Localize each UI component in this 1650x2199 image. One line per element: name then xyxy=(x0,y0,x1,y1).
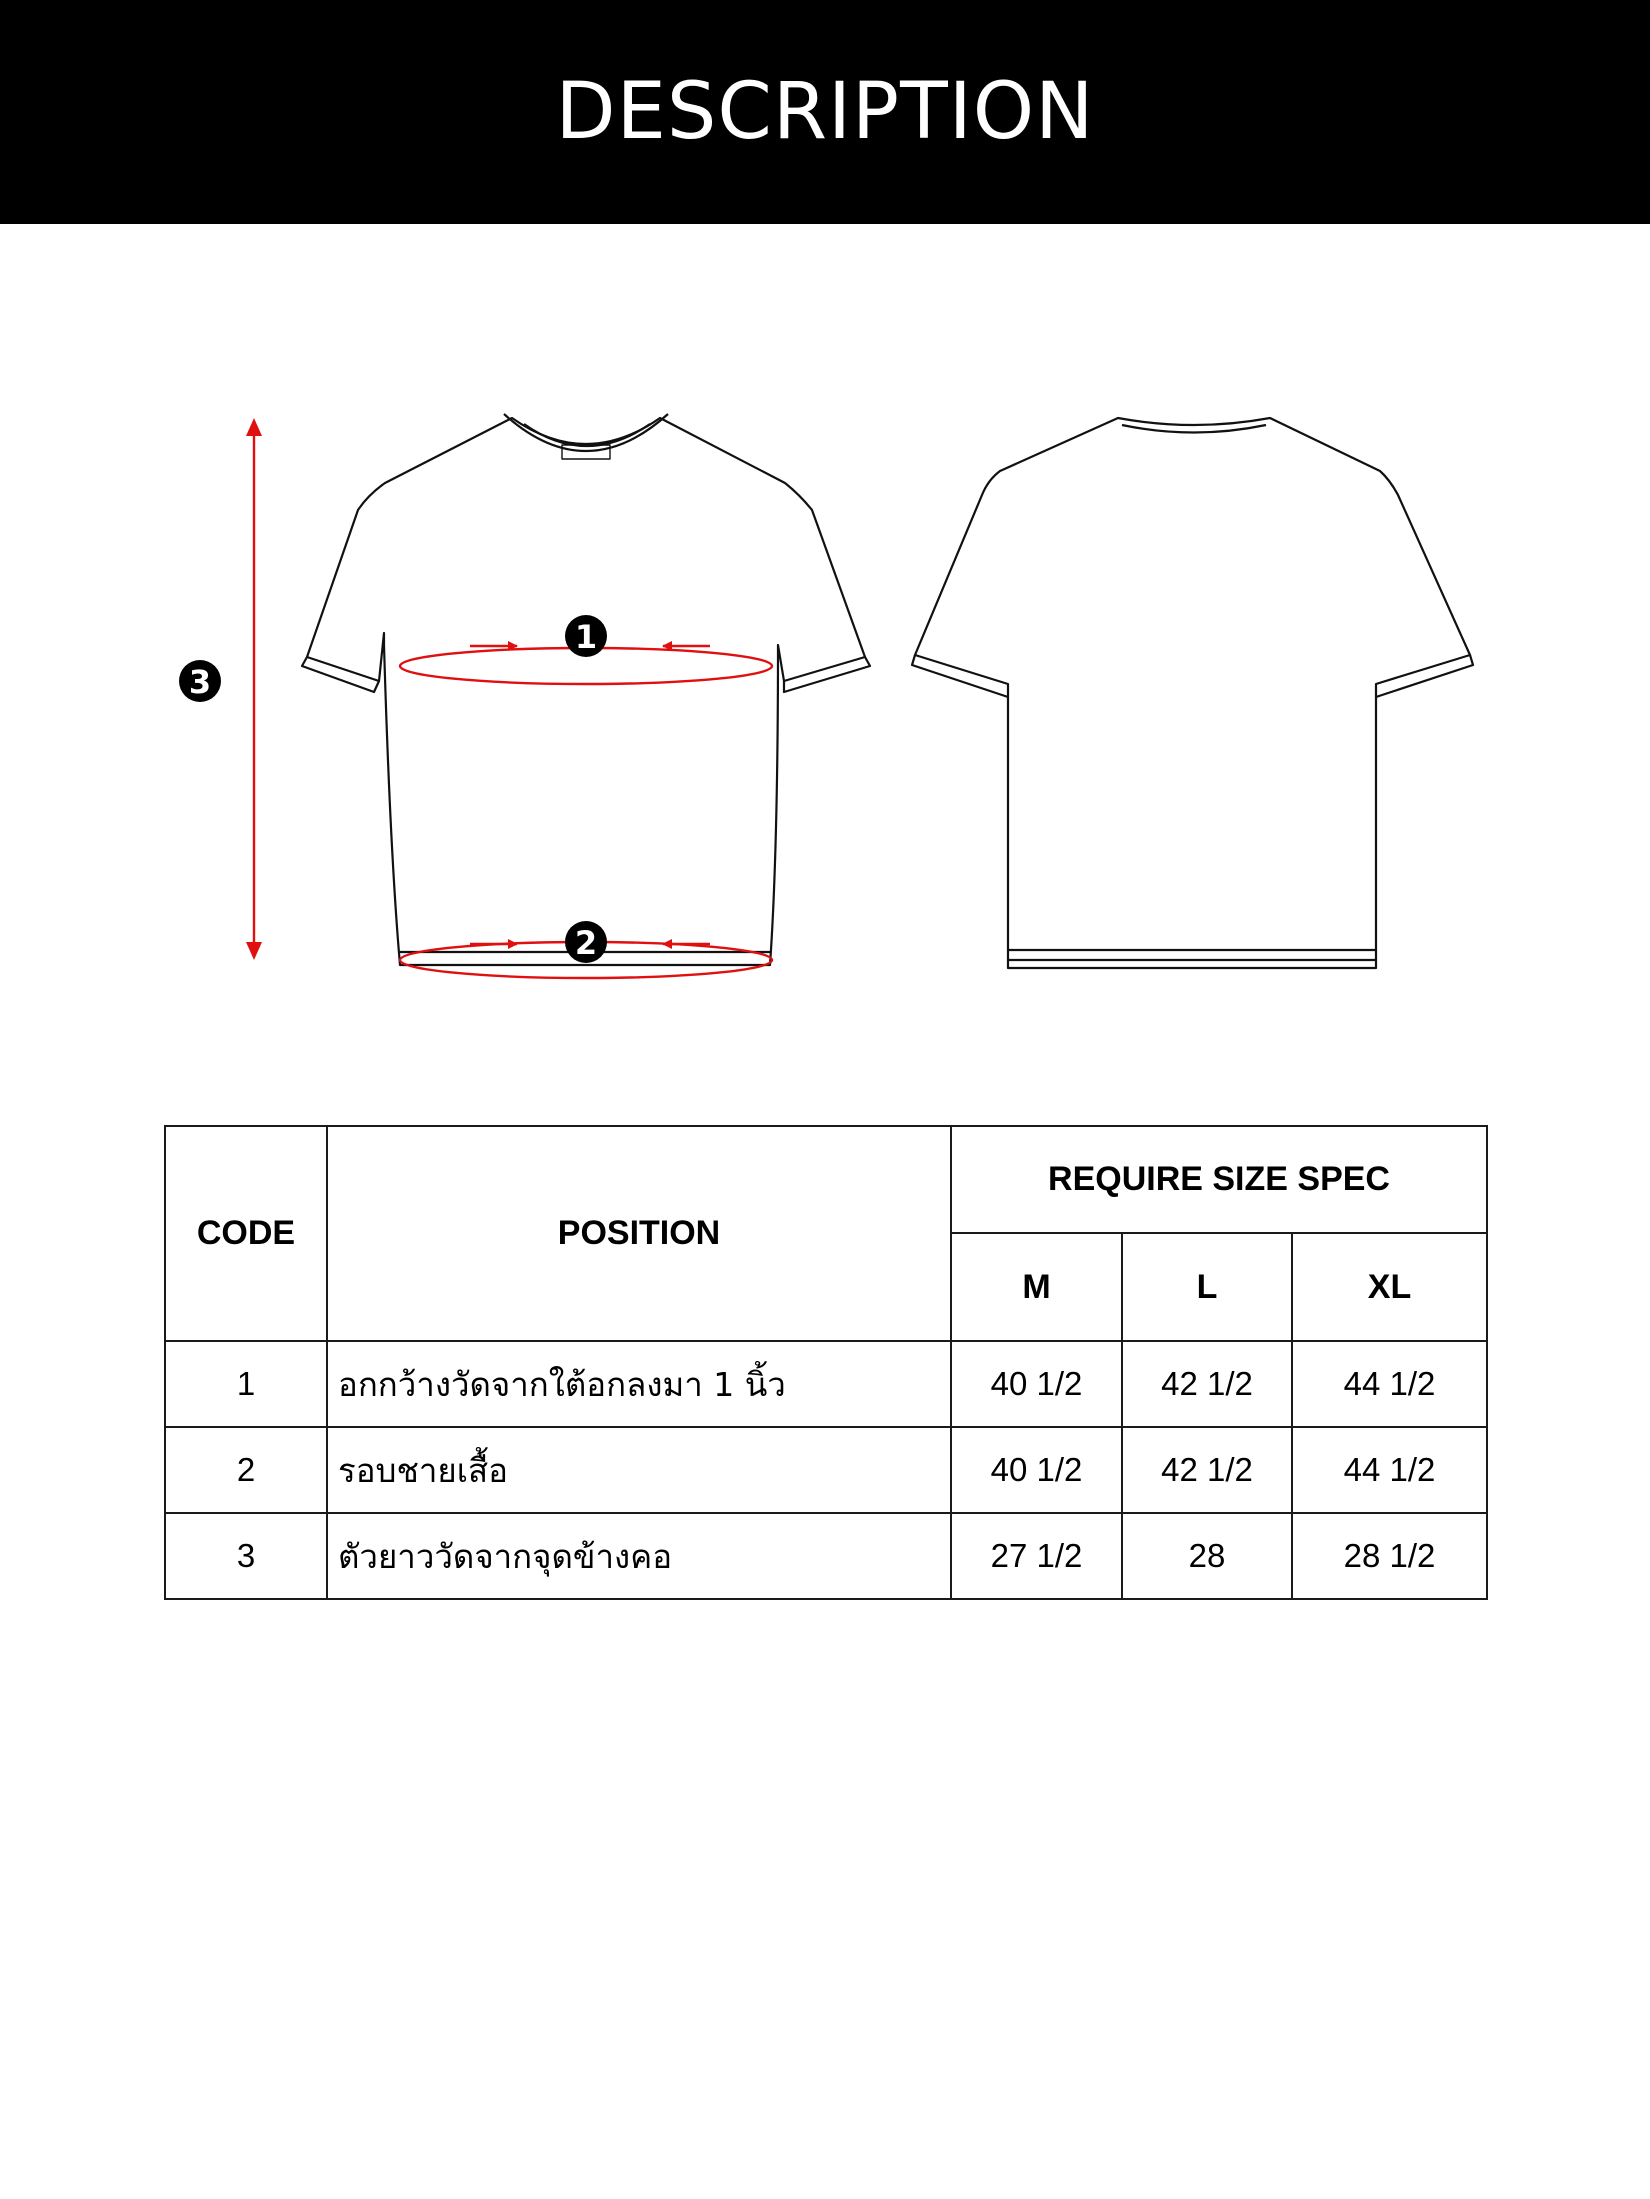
tshirt-back xyxy=(912,418,1473,968)
row-position: ตัวยาววัดจากจุดข้างคอ xyxy=(327,1513,951,1599)
row-value-m: 27 1/2 xyxy=(951,1513,1122,1599)
table-header-row xyxy=(165,1126,1487,1233)
marker-3-label: 3 xyxy=(188,663,212,701)
header-size-l: L xyxy=(1122,1233,1292,1341)
row-value-m: 40 1/2 xyxy=(951,1427,1122,1513)
back-outline xyxy=(915,418,1470,960)
header-code: CODE xyxy=(165,1126,327,1341)
header-position: POSITION xyxy=(327,1126,951,1341)
row-code: 1 xyxy=(165,1341,327,1427)
marker-1-label: 1 xyxy=(574,618,598,656)
measure-length xyxy=(179,418,262,960)
row-value-xl: 28 1/2 xyxy=(1292,1513,1487,1599)
row-code: 3 xyxy=(165,1513,327,1599)
row-code: 2 xyxy=(165,1427,327,1513)
header-size-m: M xyxy=(951,1233,1122,1341)
table-row xyxy=(165,1513,1487,1599)
header-size-xl: XL xyxy=(1292,1233,1487,1341)
measure-chest xyxy=(400,615,772,684)
page-title: DESCRIPTION xyxy=(555,67,1095,157)
size-spec-table xyxy=(164,1125,1488,1600)
row-value-xl: 44 1/2 xyxy=(1292,1427,1487,1513)
marker-2-label: 2 xyxy=(574,924,598,962)
row-value-l: 42 1/2 xyxy=(1122,1341,1292,1427)
front-outline xyxy=(307,418,865,965)
row-value-m: 40 1/2 xyxy=(951,1341,1122,1427)
tshirt-diagram xyxy=(0,380,1650,1020)
tshirt-front xyxy=(302,414,870,965)
header-size-spec: REQUIRE SIZE SPEC xyxy=(951,1126,1487,1233)
row-value-l: 42 1/2 xyxy=(1122,1427,1292,1513)
front-neck-inner xyxy=(524,424,650,446)
row-value-xl: 44 1/2 xyxy=(1292,1341,1487,1427)
row-value-l: 28 xyxy=(1122,1513,1292,1599)
table-row xyxy=(165,1341,1487,1427)
table-row xyxy=(165,1427,1487,1513)
measure-hem xyxy=(400,921,772,978)
row-position: รอบชายเสื้อ xyxy=(327,1427,951,1513)
row-position: อกกว้างวัดจากใต้อกลงมา 1 นิ้ว xyxy=(327,1341,951,1427)
header-bar xyxy=(0,0,1650,224)
